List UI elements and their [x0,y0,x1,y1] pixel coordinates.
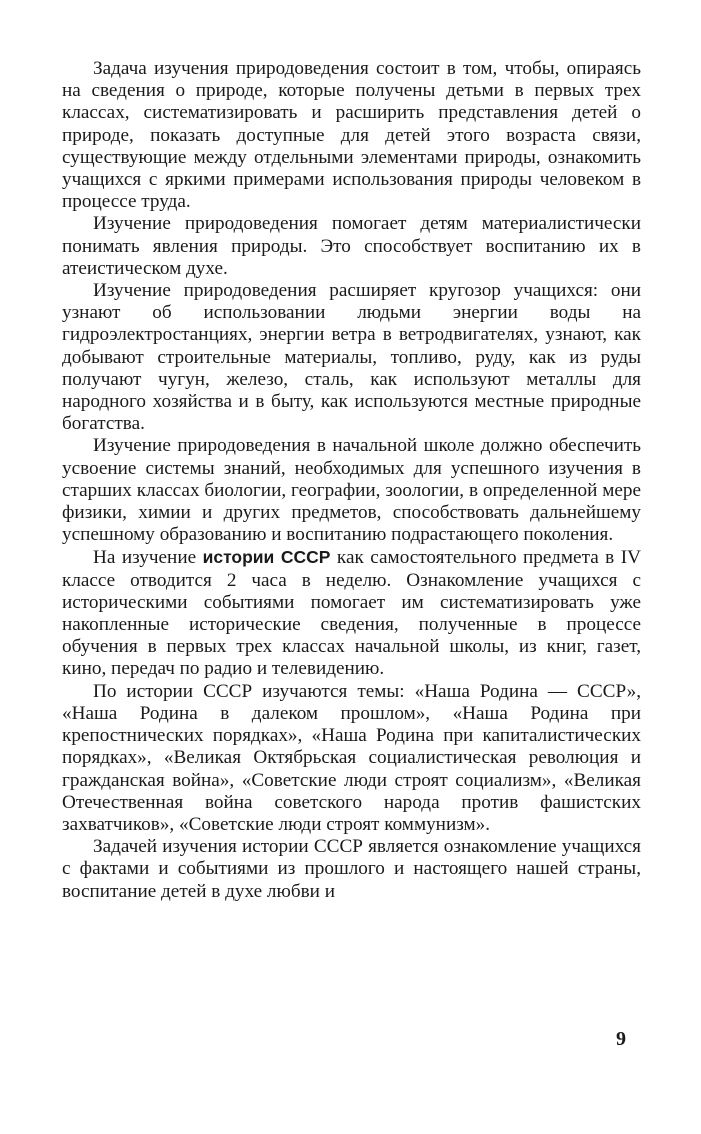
page-body [62,58,641,903]
paragraph-history-hours [62,546,641,680]
paragraph-history-topics: По истории СССР изучаются темы: «Наша Родина — СССР», «Наша Родина в далеком прошлом», «Наша Родина при крепостнических порядках», «Наша Родина при капиталистических порядках», «Великая Октябрьская социалистическая революция и гражданская война», «Советские люди строят социализм», «Великая Отечественная война советского народа против фашистских захватчиков», «Советские люди строят коммунизм». [62,680,641,835]
history-intro-text: На изучение [93,547,203,569]
paragraph-broadens-outlook: Изучение природоведения расширяет кругозор учащихся: они узнают об использовании людьми энергии воды на гидроэлектростанциях, энергии ветра в ветродвигателях, узнают, как добывают строительные материалы, топливо, руду, как из руды получают чугун, железо, сталь, как используют металлы для народного хозяйства и в быту, как используются местные природные богатства. [62,280,641,435]
history-body-text: как самостоятельного предмета в IV классе отводится 2 часа в неделю. Ознакомление учащихся с историческими событиями помогает им систематизировать уже накопленные исторические сведения, полученные в процессе обучения в первых трех классах начальной школы, из книг, газет, кино, передач по радио и телевидению. [62,547,641,680]
paragraph-knowledge-system: Изучение природоведения в начальной школе должно обеспечить усвоение системы знаний, необходимых для успешного изучения в старших классах биологии, географии, зоологии, в определенной мере физики, химии и других предметов, способствовать дальнейшему успешному образованию и воспитанию подрастающего поколения. [62,435,641,546]
paragraph-nature-study-task: Задача изучения природоведения состоит в том, чтобы, опираясь на сведения о природе, которые получены детьми в первых трех классах, систематизировать и расширить представления детей о природе, показать доступные для детей этого возраста связи, существующие между отдельными элементами природы, ознакомить учащихся с яркими примерами использования природы человеком в процессе труда. [62,58,641,213]
paragraph-history-task: Задачей изучения истории СССР является ознакомление учащихся с фактами и событиями из прошлого и настоящего нашей страны, воспитание детей в духе любви и [62,836,641,902]
page-number: 9 [616,1028,626,1050]
paragraph-materialist-understanding: Изучение природоведения помогает детям материалистически понимать явления природы. Это способствует воспитанию их в атеистическом духе. [62,213,641,279]
history-ussr-bold-term: истории СССР [202,547,331,568]
